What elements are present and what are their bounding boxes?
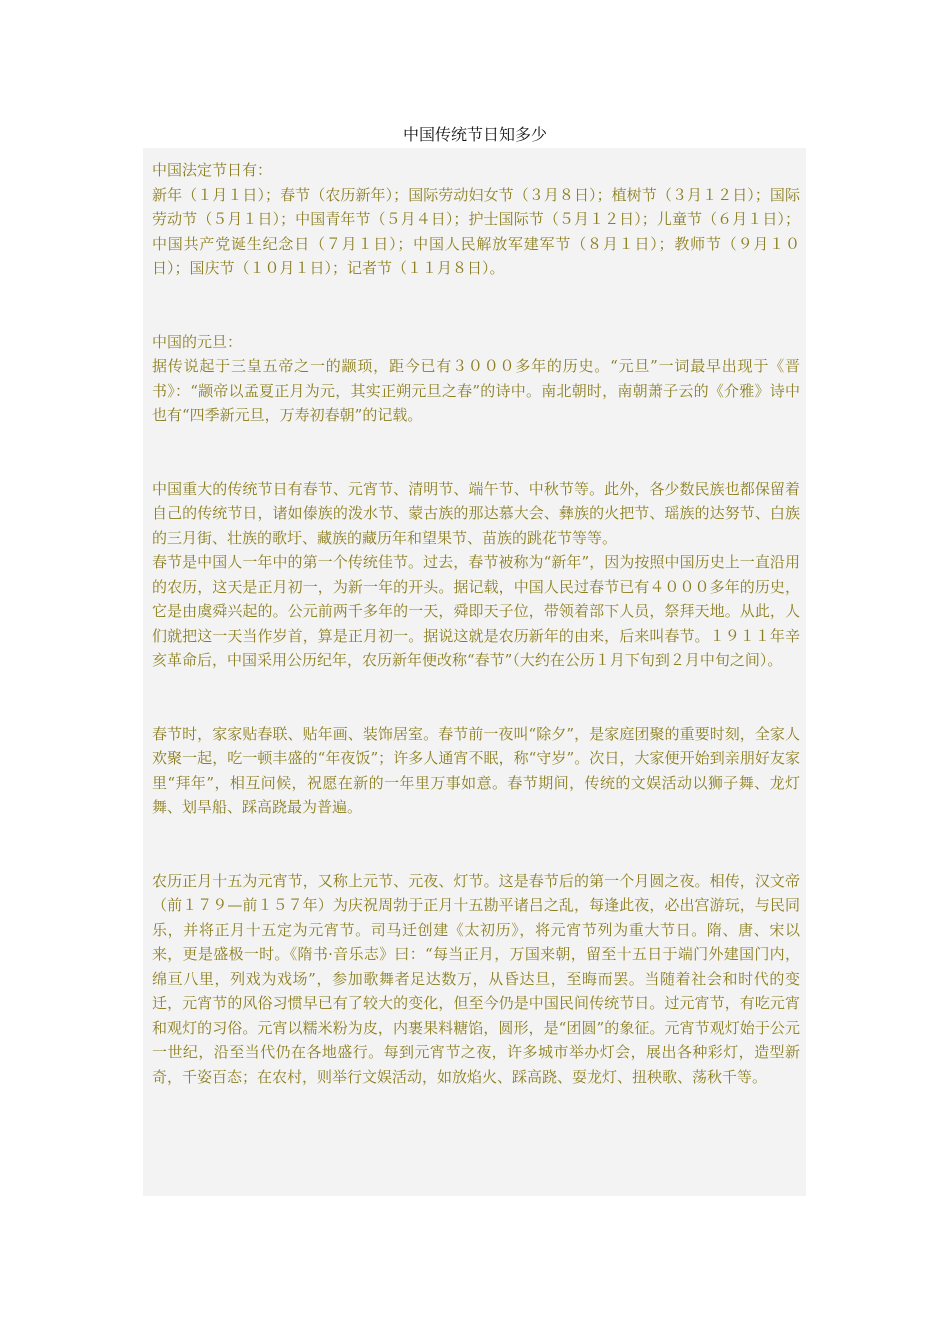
lantern-festival-text: 农历正月十五为元宵节，又称上元节、元夜、灯节。这是春节后的第一个月圆之夜。相传，汉文帝（前１７９—前１５７年）为庆祝周勃于正月十五勘平诸吕之乱，每逢此夜，必出宫游玩，与民同乐，并将正月十五定为元宵节。司马迁创建《太初历》，将元宵节列为重大节日。隋、唐、宋以来，更是盛极一时。《隋书·音乐志》曰：“每当正月，万国来朝，留至十五日于端门外建国门内，绵亘八里，列戏为戏场”，参加歌舞者足达数万，从昏达旦，至晦而罢。当随着社会和时代的变迁，元宵节的风俗习惯早已有了较大的变化，但至今仍是中国民间传统节日。过元宵节，有吃元宵和观灯的习俗。元宵以糯米粉为皮，内裹果料糖馅，圆形，是“团圆”的象征。元宵节观灯始于公元一世纪，沿至当代仍在各地盛行。每到元宵节之夜，许多城市举办灯会，展出各种彩灯，造型新奇，千姿百态；在农村，则举行文娱活动，如放焰火、踩高跷、耍龙灯、扭秧歌、荡秋千等。 bbox=[152, 871, 800, 1086]
spacer bbox=[152, 281, 800, 330]
spacer bbox=[152, 673, 800, 722]
spring-customs-text: 春节时，家家贴春联、贴年画、装饰居室。春节前一夜叫“除夕”，是家庭团聚的重要时刻，全家人欢聚一起，吃一顿丰盛的“年夜饭”；许多人通宵不眠，称“守岁”。次日，大家便开始到亲朋好友家里“拜年”，相互问候，祝愿在新的一年里万事如意。春节期间，传统的文娱活动以狮子舞、龙灯舞、划旱船、踩高跷最为普遍。 bbox=[152, 724, 800, 816]
legal-holidays-heading: 中国法定节日有： bbox=[152, 161, 273, 179]
spacer bbox=[152, 428, 800, 477]
major-festivals-text: 中国重大的传统节日有春节、元宵节、清明节、端午节、中秋节等。此外，各少数民族也都保留着自己的传统节日，诸如傣族的泼水节、蒙古族的那达慕大会、彝族的火把节、瑶族的达努节、白族的三月街、壮族的歌圩、藏族的藏历年和望果节、苗族的跳花节等等。 bbox=[152, 479, 800, 547]
legal-holidays-text: 新年（１月１日）；春节（农历新年）；国际劳动妇女节（３月８日）；植树节（３月１２日）；国际劳动节（５月１日）；中国青年节（５月４日）；护士国际节（５月１２日）；儿童节（６月１日）；中国共产党诞生纪念日（７月１日）；中国人民解放军建军节（８月１日）；教师节（９月１０日）；国庆节（１０月１日）；记者节（１１月８日）。 bbox=[152, 185, 800, 277]
page-title: 中国传统节日知多少 bbox=[402, 125, 547, 144]
article-body bbox=[152, 158, 800, 1089]
yuandan-text: 据传说起于三皇五帝之一的颛顼，距今已有３０００多年的历史。“元旦”一词最早出现于《晋书》：“颛帝以孟夏正月为元，其实正朔元旦之春”的诗中。南北朝时，南朝萧子云的《介雅》诗中也有“四季新元旦，万寿初春朝”的记载。 bbox=[152, 357, 800, 424]
spring-festival-text: 春节是中国人一年中的第一个传统佳节。过去，春节被称为“新年”，因为按照中国历史上一直沿用的农历，这天是正月初一，为新一年的开头。据记载，中国人民过春节已有４０００多年的历史，它是由虞舜兴起的。公元前两千多年的一天，舜即天子位，带领着部下人员，祭拜天地。从此，人们就把这一天当作岁首，算是正月初一。据说这就是农历新年的由来，后来叫春节。１９１１年辛亥革命后，中国采用公历纪年，农历新年便改称“春节”（大约在公历１月下旬到２月中旬之间）。 bbox=[152, 553, 800, 669]
yuandan-heading: 中国的元旦： bbox=[152, 332, 243, 351]
spacer bbox=[152, 820, 800, 869]
